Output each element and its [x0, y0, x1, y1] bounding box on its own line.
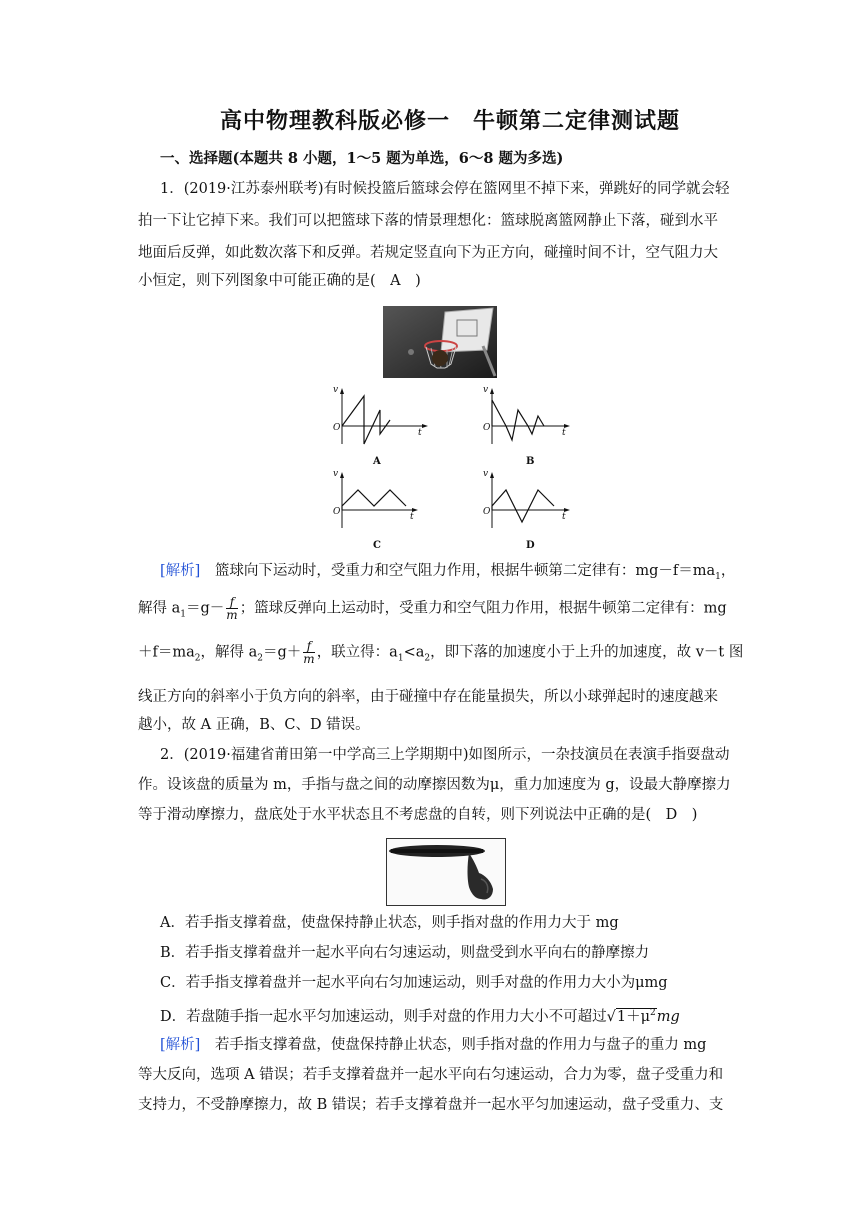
graph-a-label: A — [373, 456, 381, 467]
q1-line-1: 1．(2019·江苏泰州联考)有时候投篮后篮球会停在篮网里不掉下来，弹跳好的同学就会轻 — [160, 181, 730, 197]
a1-l3-mid1: ，解得 a — [200, 644, 258, 661]
graph-b — [483, 386, 570, 467]
a2-line-1 — [160, 1034, 760, 1056]
q2-optd-rad: 1＋μ — [616, 1008, 651, 1025]
a1-line-5: 越小，故 A 正确，B、C、D 错误。 — [138, 717, 370, 733]
a1-l3-mid2: ＝g＋ — [263, 644, 302, 661]
a2-line-2: 等大反向，选项 A 错误；若手支撑着盘并一起水平向右匀速运动，合力为零，盘子受重力和 — [138, 1067, 724, 1083]
analysis-tag-1: [解析] — [160, 563, 201, 579]
a1-l3-sub4: 2 — [424, 653, 431, 664]
q2-optd-sup: 2 — [650, 1008, 656, 1018]
graph-c-axis-t: t — [410, 512, 414, 522]
a1-l3-pre: ＋f＝ma — [138, 644, 195, 661]
a1-l3-post: ，联立得：a — [316, 644, 398, 661]
a1-line-1 — [160, 560, 760, 588]
frac-num: f — [226, 596, 237, 609]
a1-l2-pre: 解得 a — [138, 600, 181, 617]
graph-d-label: D — [526, 540, 535, 550]
graph-c — [333, 469, 418, 550]
q2-line-1: 2．(2019·福建省莆田第一中学高三上学期期中)如图所示，一杂技演员在表演手指耍盘动 — [160, 747, 730, 763]
graph-a-axis-v: v — [333, 386, 339, 395]
graph-d — [483, 469, 570, 550]
q2-line-3: 等于滑动摩擦力，盘底处于水平状态且不考虑盘的自转，则下列说法中正确的是( D ) — [138, 807, 698, 823]
basketball-hoop-image — [383, 306, 497, 378]
a1-line-3 — [138, 639, 744, 669]
graph-a-origin: O — [333, 423, 341, 433]
section-heading: 一、选择题(本题共 8 小题，1～5 题为单选，6～8 题为多选) — [160, 150, 564, 167]
graph-a-axis-t: t — [418, 428, 422, 438]
graph-b-axis-v: v — [483, 386, 489, 395]
a1-l2-post: ；篮球反弹向上运动时，受重力和空气阻力作用，根据牛顿第二定律有：mg — [239, 600, 727, 617]
analysis-tag-2: [解析] — [160, 1037, 201, 1053]
a1-l3-end: ，即下落的加速度小于上升的加速度，故 v－t 图 — [430, 644, 744, 661]
a1-l3-sub3: 1 — [397, 653, 404, 664]
finger-plate-image — [386, 838, 506, 906]
graph-c-label: C — [373, 540, 381, 550]
q2-option-a: A．若手指支撑着盘，使盘保持静止状态，则手指对盘的作用力大于 mg — [160, 915, 619, 931]
a1-l3-sub1: 2 — [194, 653, 201, 664]
q2-optd-post: mg — [656, 1008, 680, 1025]
q2-line-2: 作。设该盘的质量为 m，手指与盘之间的动摩擦因数为μ，重力加速度为 g，设最大静摩擦力 — [138, 777, 731, 793]
graph-d-axis-t: t — [562, 512, 566, 522]
a2-l1-text: 若手指支撑着盘，使盘保持静止状态，则手指对盘的作用力与盘子的重力 mg — [214, 1037, 707, 1053]
a1-line-4: 线正方向的斜率小于负方向的斜率，由于碰撞中存在能量损失，所以小球弹起时的速度越来 — [138, 689, 718, 705]
vt-graphs — [320, 386, 580, 550]
graph-c-origin: O — [333, 507, 341, 517]
page-title: 高中物理教科版必修一 牛顿第二定律测试题 — [219, 108, 680, 134]
a1-l2-sub: 1 — [180, 609, 186, 620]
q1-line-2: 拍一下让它掉下来。我们可以把篮球下落的情景理想化：篮球脱离篮网静止下落，碰到水平 — [138, 213, 718, 229]
q2-option-c: C．若手指支撑着盘并一起水平向右匀加速运动，则手对盘的作用力大小为μmg — [160, 975, 668, 991]
frac-num-2: f — [303, 640, 314, 653]
fraction-f-over-m-2 — [303, 640, 314, 665]
graph-c-axis-v: v — [333, 469, 339, 479]
q2-option-d — [160, 1002, 760, 1028]
graph-b-origin: O — [483, 423, 491, 433]
a2-line-3: 支持力，不受静摩擦力，故 B 错误；若手支撑着盘并一起水平匀加速运动，盘子受重力、支 — [138, 1097, 724, 1113]
a1-l1-text: 篮球向下运动时，受重力和空气阻力作用，根据牛顿第二定律有：mg－f＝ma — [214, 563, 716, 579]
graph-b-label: B — [526, 456, 535, 467]
a1-l1-sub: 1 — [715, 571, 721, 582]
graph-b-axis-t: t — [562, 428, 566, 438]
q1-line-4: 小恒定，则下列图象中可能正确的是( A ) — [138, 273, 421, 289]
q1-line-3: 地面后反弹，如此数次落下和反弹。若规定竖直向下为正方向，碰撞时间不计，空气阻力大 — [138, 245, 718, 261]
sqrt-expression: $√1+\mu^2$ — [606, 1008, 656, 1025]
graph-d-origin: O — [483, 507, 491, 517]
a1-l3-lt: <a — [403, 644, 425, 661]
q2-optd-pre: D．若盘随手指一起水平匀加速运动，则手对盘的作用力大小不可超过 — [160, 1008, 607, 1025]
graph-a — [333, 386, 428, 467]
a1-l1-end: ， — [720, 563, 736, 579]
frac-den: m — [226, 608, 238, 622]
q2-option-b: B．若手指支撑着盘并一起水平向右匀速运动，则盘受到水平向右的静摩擦力 — [160, 945, 650, 961]
frac-den-2: m — [303, 652, 315, 666]
a1-line-2 — [138, 596, 738, 625]
a1-l2-mid: ＝g－ — [186, 600, 225, 617]
fraction-f-over-m — [226, 596, 237, 621]
a1-l3-sub2: 2 — [257, 653, 263, 664]
graph-d-axis-v: v — [483, 469, 489, 479]
